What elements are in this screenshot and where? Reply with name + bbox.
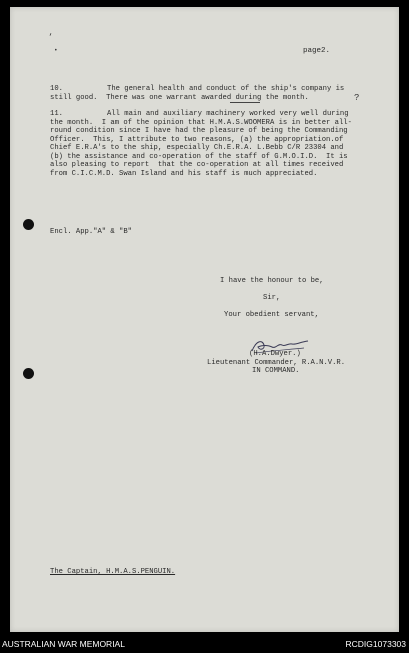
handwritten-underline [230, 102, 260, 103]
document-page [10, 7, 399, 632]
para-10-line2: still good. There was one warrant awarded during the month. [50, 93, 309, 102]
para-11-number: 11. [50, 110, 63, 118]
para-10-line1: The general health and conduct of the ship's company is [107, 85, 345, 93]
closing-line-2: Sir, [263, 294, 281, 302]
para-11-line: Chief E.R.A's to the ship, especially Ch.E.R.A. L.Bebb C/R 23304 and [50, 144, 344, 152]
page-number: page2. [303, 47, 331, 55]
signatory-role: IN COMMAND. [252, 367, 300, 375]
footer-record-id: RCDIG1073303 [345, 639, 406, 649]
pen-mark-dot: • [54, 47, 58, 54]
pen-mark: ‘ [48, 33, 53, 42]
closing-line-3: Your obedient servant, [224, 311, 319, 319]
para-10-number: 10. [50, 85, 63, 93]
punch-hole-upper [23, 219, 34, 230]
margin-question-mark: ? [354, 93, 360, 103]
closing-line-1: I have the honour to be, [220, 277, 324, 285]
para-11-line: from C.I.C.M.D. Swan Island and his staff is much appreciated. [50, 169, 318, 178]
para-11-line: the month. I am of the opinion that H.M.A.S.WOOMERA is in better all- [50, 118, 352, 127]
enclosure-line: Encl. App."A" & "B" [50, 228, 132, 236]
signatory-name: (H.A.Dwyer.) [249, 350, 301, 358]
signatory-rank: Lieutenant Commander, R.A.N.V.R. [207, 359, 346, 367]
para-11-line: Officer. This, I attribute to two reasons, (a) the appropriation.of [50, 135, 344, 144]
para-11-line: also pleasing to report that the co-operation at all times received [50, 161, 344, 169]
footer-institution: AUSTRALIAN WAR MEMORIAL [2, 639, 125, 649]
para-11-line: round condition since I have had the pleasure of being the Commanding [50, 127, 348, 135]
punch-hole-lower [23, 368, 34, 379]
archive-footer [0, 632, 409, 653]
para-11-line: (b) the assistance and co-operation of the staff of G.M.O.I.D. It is [50, 152, 348, 161]
para-11-line: All main and auxiliary machinery worked very well during [107, 110, 349, 118]
addressee: The Captain, H.M.A.S.PENGUIN. [50, 568, 176, 576]
